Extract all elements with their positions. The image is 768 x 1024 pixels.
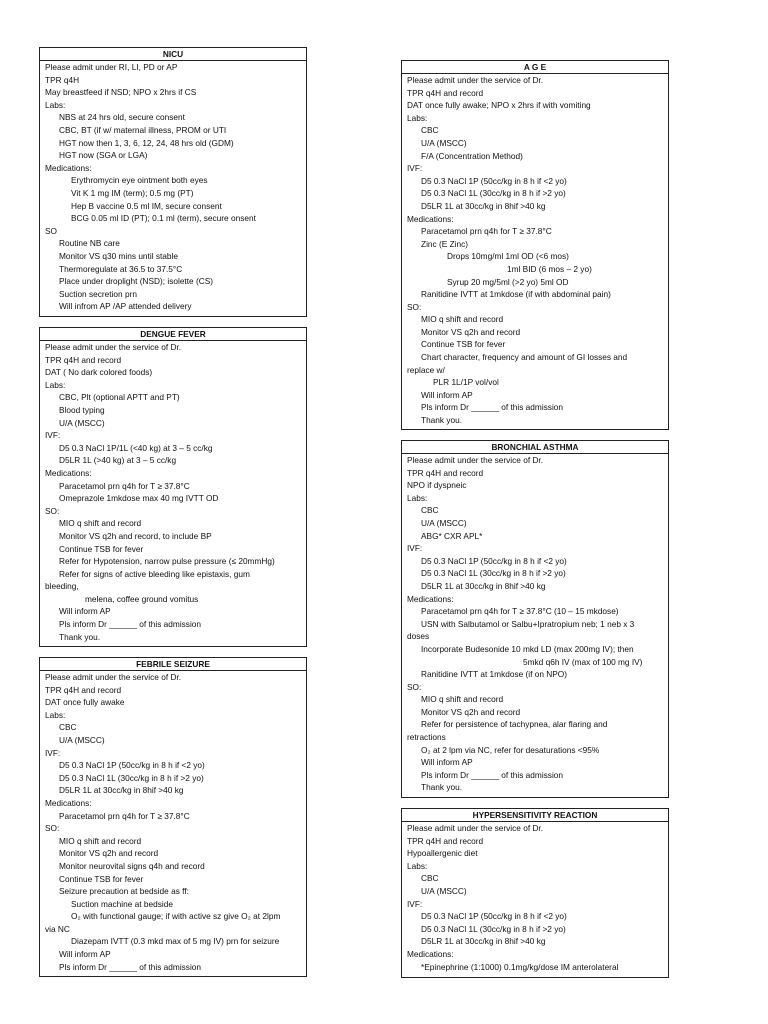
order-line: *Epinephrine (1:1000) 0.1mg/kg/dose IM anterolateral: [421, 961, 619, 972]
order-line: Continue TSB for fever: [59, 873, 144, 884]
order-line: Pls inform Dr ______ of this admission: [421, 769, 564, 780]
order-line: Will inform AP: [421, 389, 473, 400]
order-line: Will inform AP: [59, 606, 111, 617]
order-line: O₂ with functional gauge; if with active sz give O₂ at 2lpm: [71, 911, 281, 922]
order-line: SO:: [45, 505, 60, 516]
order-line: IVF:: [45, 430, 61, 441]
order-line: Erythromycin eye ointment both eyes: [71, 175, 208, 186]
order-line: Please admit under the service of Dr.: [45, 672, 182, 682]
order-line: Will inform AP: [59, 949, 111, 960]
order-line: DAT once fully awake; NPO x 2hrs if with vomiting: [407, 100, 591, 111]
order-line: Labs:: [45, 99, 66, 110]
order-line: SO:: [45, 823, 60, 834]
order-line: Please admit under the service of Dr.: [407, 75, 544, 85]
order-line: MIO q shift and record: [421, 694, 504, 705]
order-line: NBS at 24 hrs old, secure consent: [59, 112, 185, 123]
order-line: Paracetamol prn q4h for T ≥ 37.8°C (10 – 15 mkdose): [421, 606, 619, 617]
order-line: Monitor VS q30 mins until stable: [59, 250, 178, 261]
order-line: D5 0.3 NaCl 1P (50cc/kg in 8 h if <2 yo): [59, 760, 205, 771]
order-line: Monitor VS q2h and record: [421, 326, 521, 337]
order-line: Please admit under the service of Dr.: [45, 342, 182, 352]
order-line: Will infrom AP /AP attended delivery: [59, 301, 192, 312]
order-line: PLR 1L/1P vol/vol: [433, 377, 499, 388]
order-line: Medications:: [45, 797, 92, 808]
order-line: U/A (MSCC): [421, 885, 467, 896]
order-line: D5 0.3 NaCl 1P/1L (<40 kg) at 3 – 5 cc/kg: [59, 442, 213, 453]
age-orders-box: [401, 60, 669, 430]
order-line: Syrup 20 mg/5ml (>2 yo) 5ml OD: [447, 276, 569, 287]
order-line: SO:: [407, 681, 422, 692]
febrile-seizure-lines: [40, 671, 306, 973]
order-line: MIO q shift and record: [59, 518, 142, 529]
order-line: Refer for signs of active bleeding like epistaxis, gum: [59, 568, 250, 579]
order-line: D5 0.3 NaCl 1L (30cc/kg in 8 h if >2 yo): [59, 772, 204, 783]
order-line: HGT now then 1, 3, 6, 12, 24, 48 hrs old (GDM): [59, 137, 234, 148]
order-line: U/A (MSCC): [59, 417, 105, 428]
order-line: TPR q4H and record: [407, 467, 484, 478]
hypersensitivity-reaction-lines: [402, 822, 668, 973]
order-line: Thank you.: [59, 631, 101, 642]
order-line: IVF:: [45, 747, 61, 758]
order-line: bleeding,: [45, 581, 79, 592]
order-line: O₂ at 2 lpm via NC, refer for desaturations <95%: [421, 744, 600, 755]
order-line: D5 0.3 NaCl 1L (30cc/kg in 8 h if >2 yo): [421, 923, 566, 934]
order-line: TPR q4H and record: [45, 354, 122, 365]
order-line: via NC: [45, 923, 70, 934]
order-line: Paracetamol prn q4h for T ≥ 37.8°C: [59, 810, 190, 821]
order-line: Continue TSB for fever: [59, 543, 144, 554]
order-line: retractions: [407, 732, 446, 743]
order-line: SO: [45, 225, 57, 236]
dengue-fever-orders-box: [39, 327, 307, 647]
febrile-seizure-orders-box: [39, 657, 307, 977]
order-line: Will inform AP: [421, 757, 473, 768]
order-line: Hep B vaccine 0.5 ml IM, secure consent: [71, 200, 222, 211]
dengue-fever-title: DENGUE FEVER: [40, 328, 306, 341]
order-line: Incorporate Budesonide 10 mkd LD (max 200mg IV); then: [421, 643, 634, 654]
febrile-seizure-title: FEBRILE SEIZURE: [40, 658, 306, 671]
order-line: CBC, Plt (optional APTT and PT): [59, 392, 180, 403]
nicu-title: NICU: [40, 48, 306, 61]
order-line: Ranitidine IVTT at 1mkdose (if on NPO): [421, 669, 568, 680]
order-line: D5 0.3 NaCl 1P (50cc/kg in 8 h if <2 yo): [421, 555, 567, 566]
hypersensitivity-reaction-title: HYPERSENSITIVITY REACTION: [402, 809, 668, 822]
order-line: CBC: [421, 873, 439, 884]
order-line: F/A (Concentration Method): [421, 150, 523, 161]
order-line: Suction secretion prn: [59, 288, 137, 299]
order-line: Vit K 1 mg IM (term); 0.5 mg (PT): [71, 187, 194, 198]
order-line: D5LR 1L at 30cc/kg in 8hif >40 kg: [59, 785, 184, 796]
order-line: Place under droplight (NSD); isolette (CS): [59, 276, 214, 287]
order-line: D5LR 1L at 30cc/kg in 8hif >40 kg: [421, 200, 546, 211]
age-title: A G E: [402, 61, 668, 74]
order-line: Refer for Hypotension, narrow pulse pressure (≤ 20mmHg): [59, 556, 275, 567]
order-line: Please admit under the service of Dr.: [407, 823, 544, 833]
order-line: ABG* CXR APL*: [421, 530, 483, 541]
order-line: U/A (MSCC): [59, 734, 105, 745]
order-line: Medications:: [407, 948, 454, 959]
order-line: D5 0.3 NaCl 1L (30cc/kg in 8 h if >2 yo): [421, 568, 566, 579]
order-line: D5 0.3 NaCl 1P (50cc/kg in 8 h if <2 yo): [421, 911, 567, 922]
order-line: TPR q4H: [45, 74, 80, 85]
order-line: Medications:: [407, 593, 454, 604]
order-line: D5 0.3 NaCl 1L (30cc/kg in 8 h if >2 yo): [421, 188, 566, 199]
order-line: TPR q4H and record: [45, 684, 122, 695]
order-line: Seizure precaution at bedside as ff:: [59, 886, 189, 897]
order-line: 1ml BID (6 mos – 2 yo): [507, 263, 592, 274]
order-line: DAT once fully awake: [45, 697, 125, 708]
order-line: Paracetamol prn q4h for T ≥ 37.8°C: [59, 480, 190, 491]
order-line: Please admit under RI, LI, PD or AP: [45, 62, 178, 72]
dengue-fever-lines: [40, 341, 306, 643]
order-line: Diazepam IVTT (0.3 mkd max of 5 mg IV) prn for seizure: [71, 936, 280, 947]
order-line: SO:: [407, 301, 422, 312]
order-line: Medications:: [45, 162, 92, 173]
bronchial-asthma-orders-box: [401, 440, 669, 798]
order-line: Blood typing: [59, 404, 105, 415]
order-line: Monitor VS q2h and record: [59, 848, 159, 859]
nicu-lines: [40, 61, 306, 313]
order-line: Continue TSB for fever: [421, 339, 506, 350]
bronchial-asthma-title: BRONCHIAL ASTHMA: [402, 441, 668, 454]
order-line: Drops 10mg/ml 1ml OD (<6 mos): [447, 251, 569, 262]
order-line: May breastfeed if NSD; NPO x 2hrs if CS: [45, 87, 197, 98]
order-line: U/A (MSCC): [421, 517, 467, 528]
order-line: D5LR 1L (>40 kg) at 3 – 5 cc/kg: [59, 455, 177, 466]
order-line: D5LR 1L at 30cc/kg in 8hif >40 kg: [421, 936, 546, 947]
order-line: NPO if dyspneic: [407, 480, 467, 491]
order-line: CBC: [421, 505, 439, 516]
order-line: Pls inform Dr ______ of this admission: [59, 619, 202, 630]
order-line: Labs:: [45, 379, 66, 390]
order-line: D5 0.3 NaCl 1P (50cc/kg in 8 h if <2 yo): [421, 175, 567, 186]
order-line: Monitor VS q2h and record: [421, 706, 521, 717]
order-line: replace w/: [407, 364, 445, 375]
order-line: D5LR 1L at 30cc/kg in 8hif >40 kg: [421, 580, 546, 591]
order-line: TPR q4H and record: [407, 87, 484, 98]
order-line: Labs:: [407, 492, 428, 503]
bronchial-asthma-lines: [402, 454, 668, 794]
order-line: Labs:: [407, 860, 428, 871]
order-line: HGT now (SGA or LGA): [59, 150, 148, 161]
order-line: CBC: [59, 722, 77, 733]
order-line: Please admit under the service of Dr.: [407, 455, 544, 465]
order-line: Monitor neurovital signs q4h and record: [59, 860, 205, 871]
order-line: Pls inform Dr ______ of this admission: [421, 402, 564, 413]
order-line: MIO q shift and record: [421, 314, 504, 325]
order-line: Routine NB care: [59, 238, 120, 249]
order-line: Monitor VS q2h and record, to include BP: [59, 530, 212, 541]
order-line: Paracetamol prn q4h for T ≥ 37.8°C: [421, 226, 552, 237]
order-line: 5mkd q6h IV (max of 100 mg IV): [523, 656, 643, 667]
order-line: TPR q4H and record: [407, 835, 484, 846]
order-line: Zinc (E Zinc): [421, 238, 469, 249]
order-line: CBC: [421, 125, 439, 136]
order-line: Suction machine at bedside: [71, 898, 173, 909]
hypersensitivity-reaction-orders-box: [401, 808, 669, 978]
order-line: Pls inform Dr ______ of this admission: [59, 961, 202, 972]
order-line: BCG 0.05 ml ID (PT); 0.1 ml (term), secure onsent: [71, 213, 256, 224]
nicu-orders-box: [39, 47, 307, 317]
order-line: U/A (MSCC): [421, 137, 467, 148]
order-line: melena, coffee ground vomitus: [85, 593, 199, 604]
order-line: doses: [407, 631, 430, 642]
order-line: CBC, BT (if w/ maternal illness, PROM or UTI: [59, 124, 227, 135]
order-line: Refer for persistence of tachypnea, alar flaring and: [421, 719, 608, 730]
order-line: Hypoallergenic diet: [407, 848, 478, 859]
order-line: DAT ( No dark colored foods): [45, 367, 153, 378]
order-line: Medications:: [45, 467, 92, 478]
order-line: IVF:: [407, 163, 423, 174]
age-lines: [402, 74, 668, 427]
order-line: IVF:: [407, 898, 423, 909]
order-line: MIO q shift and record: [59, 835, 142, 846]
order-line: IVF:: [407, 543, 423, 554]
order-line: Chart character, frequency and amount of GI losses and: [421, 352, 628, 363]
order-line: Thermoregulate at 36.5 to 37.5°C: [59, 263, 183, 274]
order-line: Thank you.: [421, 415, 463, 426]
order-line: Labs:: [407, 112, 428, 123]
order-line: Thank you.: [421, 782, 463, 793]
order-line: Ranitidine IVTT at 1mkdose (if with abdominal pain): [421, 289, 611, 300]
order-line: Medications:: [407, 213, 454, 224]
order-line: USN with Salbutamol or Salbu+Ipratropium neb; 1 neb x 3: [421, 618, 635, 629]
order-line: Omeprazole 1mkdose max 40 mg IVTT OD: [59, 493, 219, 504]
order-line: Labs:: [45, 709, 66, 720]
